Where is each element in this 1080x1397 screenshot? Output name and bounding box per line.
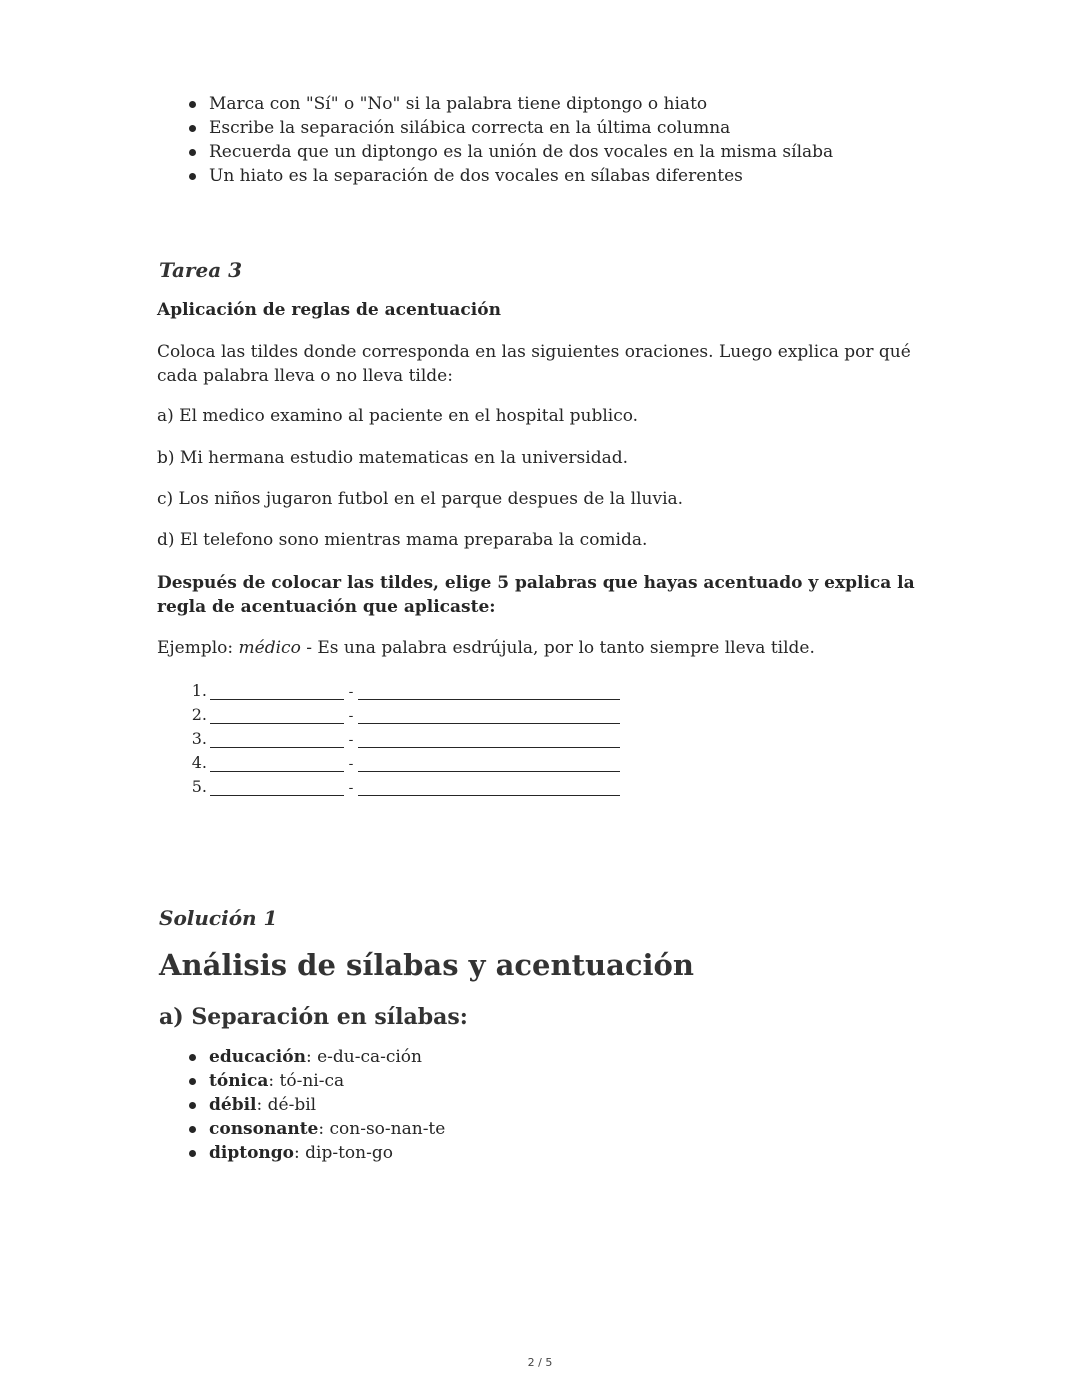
answer-rule-blank[interactable] [358, 705, 620, 724]
example-line [157, 636, 815, 660]
syllable-split: : e-du-ca-ción [305, 1047, 422, 1067]
answer-number: 1. [191, 681, 207, 700]
example-word: médico [238, 638, 301, 658]
list-item: Escribe la separación silábica correcta en la última columna [157, 116, 833, 140]
answer-word-blank[interactable] [210, 729, 344, 748]
syllable-split: : dip-ton-go [294, 1143, 393, 1163]
answer-word-blank[interactable] [210, 705, 344, 724]
task-label: Tarea 3 [159, 258, 243, 282]
answer-number: 5. [191, 777, 207, 796]
sentence-d: d) El telefono sono mientras mama preparaba la comida. [157, 530, 648, 550]
list-item [157, 1093, 445, 1117]
solution-label: Solución 1 [159, 906, 278, 930]
answer-row [185, 748, 620, 772]
list-item: Un hiato es la separación de dos vocales en sílabas diferentes [157, 164, 833, 188]
list-item [157, 1069, 445, 1093]
syllable-word: tónica [209, 1071, 269, 1091]
answer-number: 4. [191, 753, 207, 772]
syllable-word: consonante [209, 1119, 319, 1139]
answer-rule-blank[interactable] [358, 753, 620, 772]
syllable-split: : con-so-nan-te [318, 1119, 446, 1139]
answer-row [185, 772, 620, 796]
answer-row [185, 724, 620, 748]
syllable-split: : dé-bil [256, 1095, 317, 1115]
list-item: Recuerda que un diptongo es la unión de dos vocales en la misma sílaba [157, 140, 833, 164]
solution-subheading: a) Separación en sílabas: [159, 1004, 468, 1030]
answer-separator: - [348, 780, 354, 796]
answer-row [185, 700, 620, 724]
list-item: Marca con "Sí" o "No" si la palabra tiene diptongo o hiato [157, 92, 833, 116]
syllable-list [157, 1045, 445, 1165]
solution-heading: Análisis de sílabas y acentuación [159, 948, 694, 982]
answer-rule-blank[interactable] [358, 681, 620, 700]
example-prefix: Ejemplo: [157, 638, 239, 658]
followup-instruction: Después de colocar las tildes, elige 5 palabras que hayas acentuado y explica la regla de acentuación que aplicaste: [157, 573, 915, 617]
syllable-split: : tó-ni-ca [268, 1071, 345, 1091]
sentence-b: b) Mi hermana estudio matematicas en la universidad. [157, 448, 629, 468]
page-number: 2 / 5 [527, 1356, 553, 1369]
answer-rule-blank[interactable] [358, 777, 620, 796]
syllable-word: débil [209, 1095, 257, 1115]
answer-separator: - [348, 708, 354, 724]
task-title: Aplicación de reglas de acentuación [157, 300, 501, 320]
answer-word-blank[interactable] [210, 777, 344, 796]
instructions-list [157, 92, 833, 188]
answer-number: 2. [191, 705, 207, 724]
list-item [157, 1117, 445, 1141]
sentence-c: c) Los niños jugaron futbol en el parque despues de la lluvia. [157, 489, 684, 509]
answer-separator: - [348, 684, 354, 700]
syllable-word: diptongo [209, 1143, 295, 1163]
answer-number: 3. [191, 729, 207, 748]
answer-separator: - [348, 756, 354, 772]
list-item [157, 1045, 445, 1069]
list-item [157, 1141, 445, 1165]
task-instructions: Coloca las tildes donde corresponda en las siguientes oraciones. Luego explica por qué cada palabra lleva o no lleva tilde: [157, 342, 911, 386]
syllable-word: educación [209, 1047, 306, 1067]
example-rest: - Es una palabra esdrújula, por lo tanto siempre lleva tilde. [300, 638, 815, 658]
answer-row [185, 676, 620, 700]
sentence-a: a) El medico examino al paciente en el hospital publico. [157, 406, 639, 426]
answer-word-blank[interactable] [210, 681, 344, 700]
answer-word-blank[interactable] [210, 753, 344, 772]
answer-lines [185, 676, 620, 796]
answer-rule-blank[interactable] [358, 729, 620, 748]
answer-separator: - [348, 732, 354, 748]
